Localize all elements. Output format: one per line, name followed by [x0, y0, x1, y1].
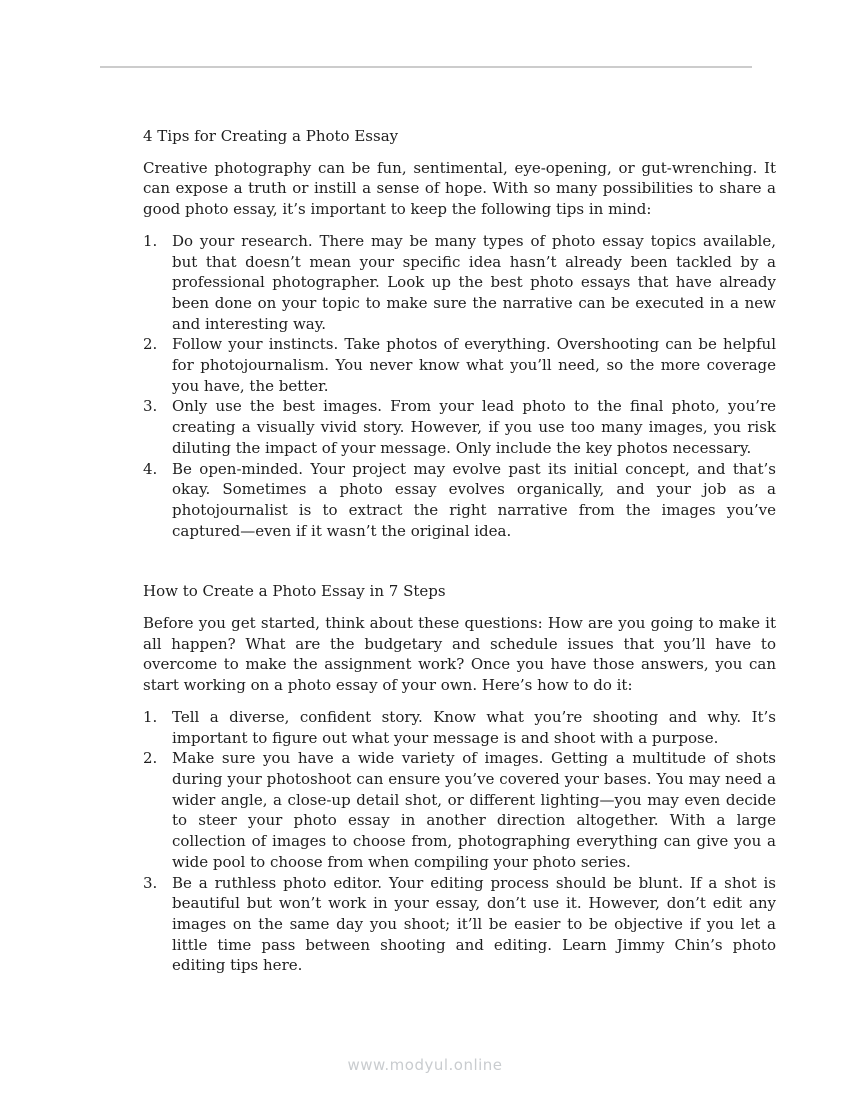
section1-heading: 4 Tips for Creating a Photo Essay — [143, 127, 399, 145]
section2-heading: How to Create a Photo Essay in 7 Steps — [143, 582, 446, 601]
footer-watermark: www.modyul.online — [347, 1056, 503, 1074]
document-content — [143, 126, 776, 976]
section1-intro: Creative photography can be fun, sentimental, eye-opening, or gut-wrenching. It can expose a truth or instill a sense of hope. With so many possibilities to share a good photo essay, it’s important to keep the following tips in mind: — [143, 158, 776, 219]
section1-tips-list — [143, 231, 776, 542]
list-item: Follow your instincts. Take photos of everything. Overshooting can be helpful for photojournalism. You never know what you’ll need, so the more coverage you have, the better. — [172, 335, 776, 395]
section2-intro: Before you get started, think about these questions: How are you going to make it all happen? What are the budgetary and schedule issues that you’ll have to overcome to make the assignment work? Once you have those answers, you can start working on a photo essay of your own. Here’s how to do it: — [143, 614, 776, 695]
header-divider — [100, 66, 752, 68]
section2-steps-list — [143, 707, 776, 976]
list-item: Make sure you have a wide variety of images. Getting a multitude of shots during your photoshoot can ensure you’ve covered your bases. You may need a wider angle, a close-up detail shot, or different lighting—you may even decide to steer your photo essay in another direction altogether. With a large collection of images to choose from, photographing everything can give you a wide pool to choose from when compiling your photo series. — [172, 749, 776, 871]
list-item: Be a ruthless photo editor. Your editing process should be blunt. If a shot is beautiful but won’t work in your essay, don’t use it. However, don’t edit any images on the same day you shoot; it’ll be easier to be objective if you let a little time pass between shooting and editing. Learn Jimmy Chin’s photo editing tips here. — [172, 873, 776, 975]
list-item: Be open-minded. Your project may evolve past its initial concept, and that’s okay. Sometimes a photo essay evolves organically, and your job as a photojournalist is to extract the right narrative from the images you’ve captured—even if it wasn’t the original idea. — [172, 459, 776, 540]
list-item: Do your research. There may be many types of photo essay topics available, but that doesn’t mean your specific idea hasn’t already been tackled by a professional photographer. Look up the best photo essays that have already been done on your topic to make sure the narrative can be executed in a new and interesting way. — [172, 231, 776, 333]
list-item: Tell a diverse, confident story. Know what you’re shooting and why. It’s important to figure out what your message is and shoot with a purpose. — [172, 707, 776, 747]
list-item: Only use the best images. From your lead photo to the final photo, you’re creating a visually vivid story. However, if you use too many images, you risk diluting the impact of your message. Only include the key photos necessary. — [172, 397, 776, 457]
